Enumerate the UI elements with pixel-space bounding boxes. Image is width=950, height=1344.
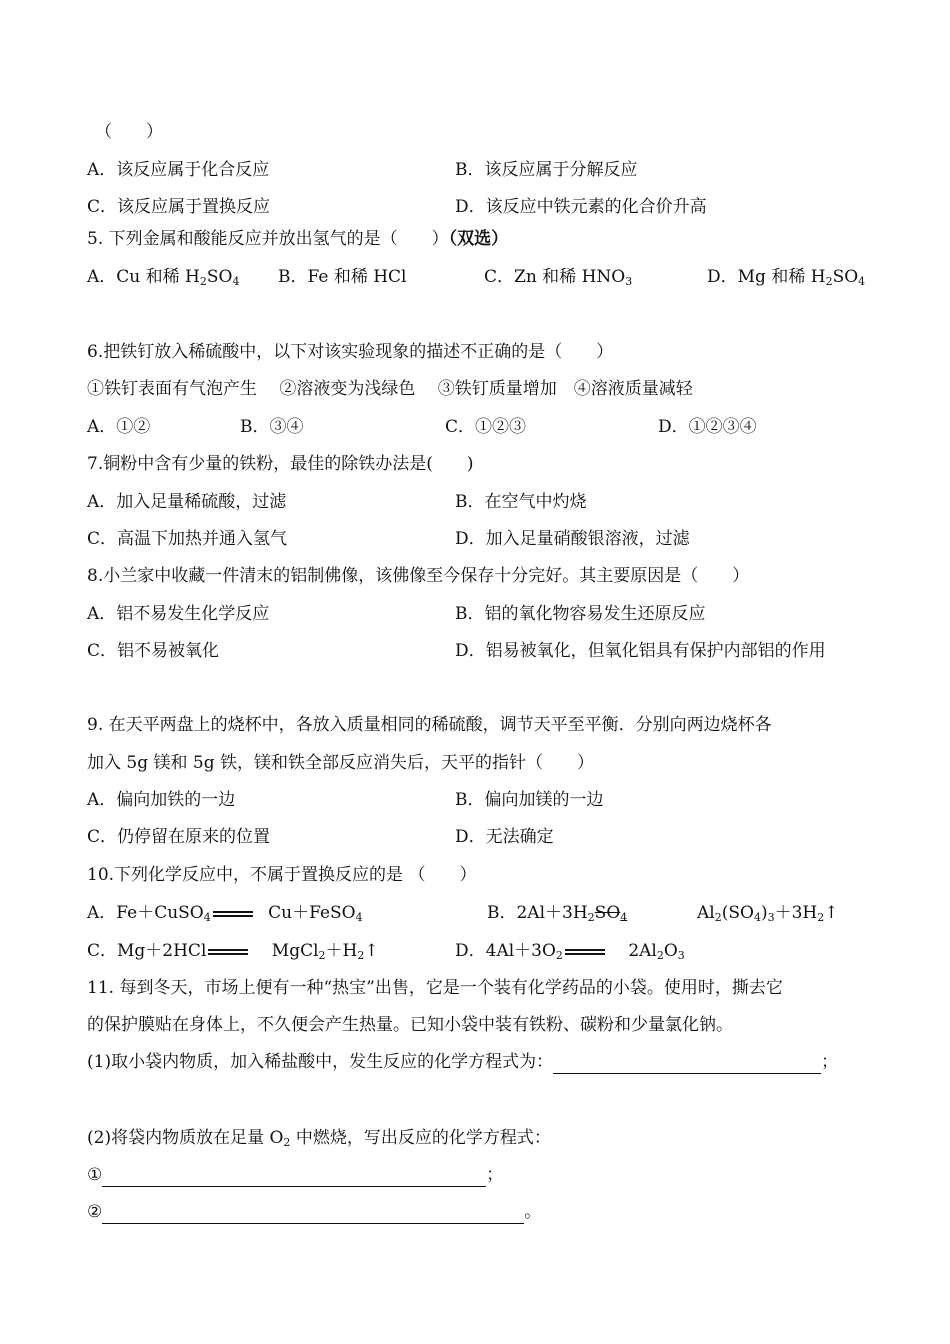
q4-option-c: C．该反应属于置换反应 xyxy=(87,197,271,217)
q8-stem: 8.小兰家中收藏一件清末的铝制佛像，该佛像至今保存十分完好。其主要原因是（ ） xyxy=(87,566,750,586)
equals-sign xyxy=(213,911,253,917)
q6-option-b: B．③④ xyxy=(240,417,304,437)
equals-sign xyxy=(565,949,605,955)
q9-option-d: D．无法确定 xyxy=(455,827,554,847)
q10-option-d: D．$4Al+3O_2$ $2Al_2O_3$ xyxy=(455,941,685,962)
q10-stem: 10.下列化学反应中，不属于置换反应的是 （ ） xyxy=(87,865,477,885)
q8-option-c: C．铝不易被氧化 xyxy=(87,641,220,661)
q8-option-b: B．铝的氧化物容易发生还原反应 xyxy=(455,604,706,624)
q6-items: ①铁钉表面有气泡产生 ②溶液变为浅绿色 ③铁钉质量增加 ④溶液质量减轻 xyxy=(87,379,693,399)
q5-stem xyxy=(87,227,508,251)
answer-blank[interactable] xyxy=(102,1205,524,1224)
q9-stem-line2: 加入 5g 镁和 5g 铁，镁和铁全部反应消失后，天平的指针（ ） xyxy=(87,753,595,773)
q6-option-c: C．①②③ xyxy=(445,417,527,437)
q10-option-b: B．$2Al+3H_2SO_4$ xyxy=(487,903,628,924)
answer-blank[interactable] xyxy=(553,1055,821,1074)
q10-option-a: A．Fe＋CuSO$_4$ Cu＋FeSO$_4$ xyxy=(87,903,363,924)
q5-option-c: C．Zn 和稀 $HNO_3$ xyxy=(484,267,633,288)
q11-blank-1: ① ； xyxy=(87,1165,504,1185)
q7-stem: 7.铜粉中含有少量的铁粉，最佳的除铁办法是( ) xyxy=(87,454,474,474)
q9-option-a: A．偏向加铁的一边 xyxy=(87,790,236,810)
q8-option-d: D．铝易被氧化，但氧化铝具有保护内部铝的作用 xyxy=(455,641,826,661)
q5-option-d: D．Mg 和稀 $H_2SO_4$ xyxy=(707,267,866,288)
strikethrough-text: $SO_4$ xyxy=(594,903,628,924)
q5-stem-text: 5. 下列金属和酸能反应并放出氢气的是（ ） xyxy=(87,229,449,249)
q11-stem-line2: 的保护膜贴在身体上，不久便会产生热量。已知小袋中装有铁粉、碳粉和少量氯化钠。 xyxy=(87,1015,733,1035)
q7-option-d: D．加入足量硝酸银溶液，过滤 xyxy=(455,529,690,549)
q4-option-d: D．该反应中铁元素的化合价升高 xyxy=(455,197,707,217)
answer-blank[interactable] xyxy=(102,1168,486,1187)
q4-paren: （ ） xyxy=(95,122,163,142)
q11-part2: (2)将袋内物质放在足量 $O_2$ 中燃烧，写出反应的化学方程式： xyxy=(87,1128,551,1149)
q10-option-c: C．Mg＋2HCl $MgCl_2+H_2↑$ xyxy=(87,941,379,962)
q6-option-a: A．①② xyxy=(87,417,151,437)
q11-stem-line1: 11. 每到冬天，市场上便有一种“热宝”出售，它是一个装有化学药品的小袋。使用时，撕去它 xyxy=(87,978,783,998)
q10-option-b-products: $Al_2(SO_4)_3+3H_2↑$ xyxy=(697,903,839,924)
q6-option-d: D．①②③④ xyxy=(658,417,757,437)
q11-part1: (1)取小袋内物质，加入稀盐酸中，发生反应的化学方程式为： ； xyxy=(87,1052,839,1072)
q9-stem-line1: 9. 在天平两盘上的烧杯中，各放入质量相同的稀硫酸，调节天平至平衡．分别向两边烧杯各 xyxy=(87,715,772,735)
q8-option-a: A．铝不易发生化学反应 xyxy=(87,604,270,624)
q4-option-a: A．该反应属于化合反应 xyxy=(87,160,270,180)
q6-stem: 6.把铁钉放入稀硫酸中，以下对该实验现象的描述不正确的是（ ） xyxy=(87,342,614,362)
q5-tag: （双选） xyxy=(448,229,509,249)
q9-option-c: C．仍停留在原来的位置 xyxy=(87,827,271,847)
q7-option-c: C．高温下加热并通入氢气 xyxy=(87,529,288,549)
q7-option-b: B．在空气中灼烧 xyxy=(455,492,587,512)
q9-option-b: B．偏向加镁的一边 xyxy=(455,790,604,810)
q5-option-b: B．Fe 和稀 HCl xyxy=(278,267,407,287)
equals-sign xyxy=(208,949,248,955)
q11-blank-2: ② 。 xyxy=(87,1202,542,1222)
q5-option-a: A．Cu 和稀 $H_2SO_4$ xyxy=(87,267,240,288)
q4-option-b: B．该反应属于分解反应 xyxy=(455,160,638,180)
q7-option-a: A．加入足量稀硫酸，过滤 xyxy=(87,492,287,512)
